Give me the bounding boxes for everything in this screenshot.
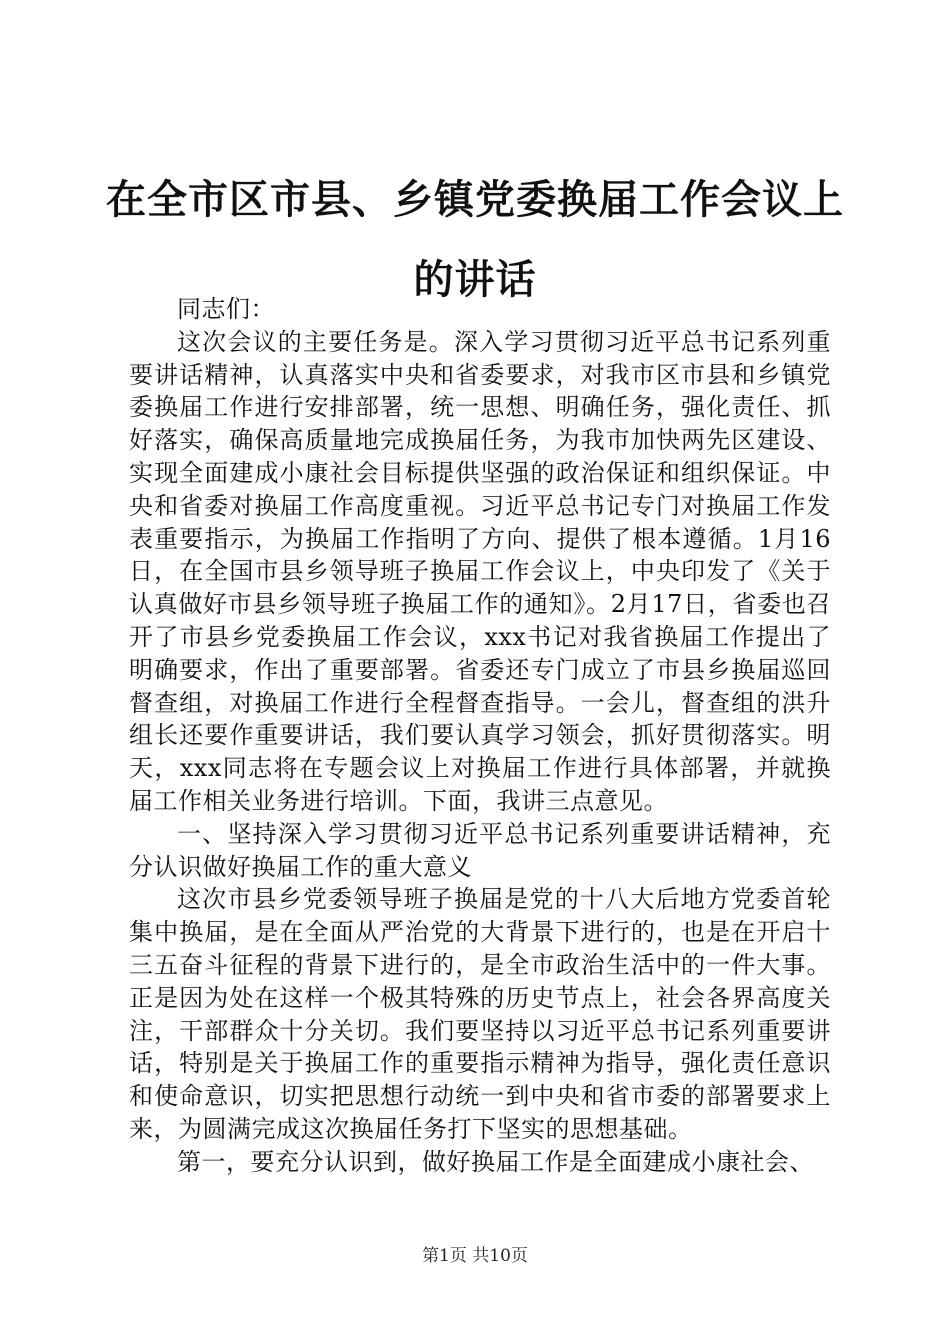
body-paragraph: 这次会议的主要任务是。深入学习贯彻习近平总书记系列重要讲话精神，认真落实中央和省委要求，对我市区市县和乡镇党委换届工作进行安排部署，统一思想、明确任务，强化责任、抓好落实，确保高质量地完成换届任务，为我市加快两先区建设、实现全面建成小康社会目标提供坚强的政治保证和组织保证。中央和省委对换届工作高度重视。习近平总书记专门对换届工作发表重要指示，为换届工作指明了方向、提供了根本遵循。1月16日，在全国市县乡领导班子换届工作会议上，中央印发了《关于认真做好市县乡领导班子换届工作的通知》。2月17日，省委也召开了市县乡党委换届工作会议，xxx书记对我省换届工作提出了明确要求，作出了重要部署。省委还专门成立了市县乡换届巡回督查组，对换届工作进行全程督查指导。一会儿，督查组的洪升组长还要作重要讲话，我们要认真学习领会，抓好贯彻落实。明天，xxx同志将在专题会议上对换届工作进行具体部署，并就换届工作相关业务进行培训。下面，我讲三点意见。: [129, 327, 831, 815]
body-paragraph: 这次市县乡党委领导班子换届是党的十八大后地方党委首轮集中换届，是在全面从严治党的大背景下进行的，也是在开启十三五奋斗征程的背景下进行的，是全市政治生活中的一件大事。正是因为处在这样一个极其特殊的历史节点上，社会各界高度关注，干部群众十分关切。我们要坚持以习近平总书记系列重要讲话，特别是关于换届工作的重要指示精神为指导，强化责任意识和使命意识，切实把思想行动统一到中央和省市委的部署要求上来，为圆满完成这次换届任务打下坚实的思想基础。: [129, 885, 831, 1143]
document-body: [129, 293, 831, 1179]
page-number-footer: 第1页 共10页: [422, 1246, 528, 1266]
salutation: 同志们：: [177, 295, 275, 323]
body-paragraph: 第一，要充分认识到，做好换届工作是全面建成小康社会、: [177, 1147, 814, 1176]
section-heading: 一、坚持深入学习贯彻习近平总书记系列重要讲话精神，充分认识做好换届工作的重大意义: [129, 819, 831, 881]
document-title: 在全市区市县、乡镇党委换届工作会议上的讲话: [106, 176, 844, 303]
